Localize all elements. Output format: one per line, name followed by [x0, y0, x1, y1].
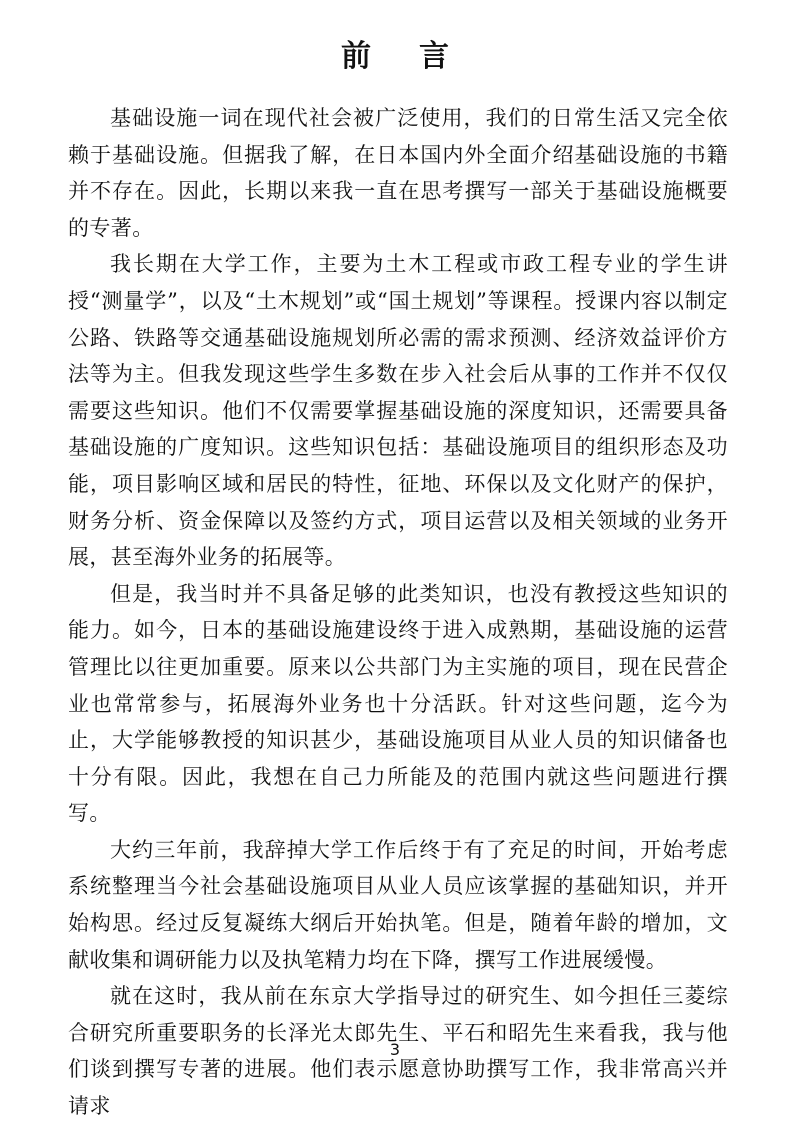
paragraph: 基础设施一词在现代社会被广泛使用，我们的日常生活又完全依赖于基础设施。但据我了解，在日本国内外全面介绍基础设施的书籍并不存在。因此，长期以来我一直在思考撰写一部关于基础设施概要的专著。 [68, 106, 728, 240]
page-title: 前言 [341, 39, 497, 74]
preface-body [68, 100, 728, 1125]
page-number: 3 [389, 1040, 401, 1059]
paragraph: 我长期在大学工作，主要为土木工程或市政工程专业的学生讲授“测量学”，以及“土木规划”或“国土规划”等课程。授课内容以制定公路、铁路等交通基础设施规划所必需的需求预测、经济效益评价方法等为主。但我发现这些学生多数在步入社会后从事的工作并不仅仅需要这些知识。他们不仅需要掌握基础设施的深度知识，还需要具备基础设施的广度知识。这些知识包括：基础设施项目的组织形态及功能，项目影响区域和居民的特性，征地、环保以及文化财产的保护，财务分析、资金保障以及签约方式，项目运营以及相关领域的业务开展，甚至海外业务的拓展等。 [68, 252, 728, 570]
paragraph: 就在这时，我从前在东京大学指导过的研究生、如今担任三菱综合研究所重要职务的长泽光太郎先生、平石和昭先生来看我，我与他们谈到撰写专著的进展。他们表示愿意协助撰写工作，我非常高兴并请求 [68, 984, 728, 1119]
paragraph: 大约三年前，我辞掉大学工作后终于有了充足的时间，开始考虑系统整理当今社会基础设施项目从业人员应该掌握的基础知识，并开始构思。经过反复凝练大纲后开始执笔。但是，随着年龄的增加，文献收集和调研能力以及执笔精力均在下降，撰写工作进展缓慢。 [68, 837, 728, 972]
paragraph: 但是，我当时并不具备足够的此类知识，也没有教授这些知识的能力。如今，日本的基础设施建设终于进入成熟期，基础设施的运营管理比以往更加重要。原来以公共部门为主实施的项目，现在民营企业也常常参与，拓展海外业务也十分活跃。针对这些问题，迄今为止，大学能够教授的知识甚少，基础设施项目从业人员的知识储备也十分有限。因此，我想在自己力所能及的范围内就这些问题进行撰写。 [68, 581, 728, 826]
